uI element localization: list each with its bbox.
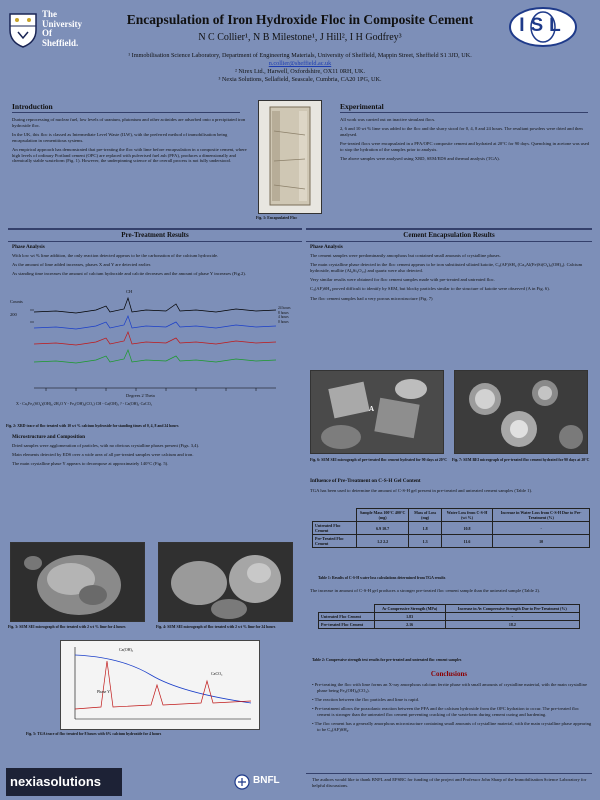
conclusions-list	[312, 682, 592, 737]
xrd-counts-value: 200	[10, 312, 17, 317]
table1-csh-water-loss	[312, 508, 590, 548]
introduction-text: During reprocessing of nuclear fuel, low levels of uranium, plutonium and other actinides are adsorbed onto a precipitated iron hydroxide floc. In the UK, this floc is classed as Intermediate Level Waste (ILW), with the preferred method of immobilisation being encapsulation in cementitious systems. An empirical approach has demonstrated that pre-treating the floc with lime before encapsulation in a composite cement, where high levels of ordinary Portland cement (OPC) are replaced with pulverised fuel ash (PFA), produces a dimensionally and chemically stable wasteform (Fig. 1). However, the underpinning science of the overall process is not fully understood.	[12, 117, 247, 164]
tga-label-b: Phase Y	[97, 689, 111, 694]
fig6-caption: Fig. 6: SEM SEI micrograph of pre-treated floc cement hydrated for 90 days at 20°C	[310, 458, 447, 462]
table2-caption: Table 2: Compressive strength test results for pre-treated and untreated floc cement samples	[312, 658, 462, 662]
table2-header	[319, 605, 375, 613]
pretreatment-heading: Pre-Treatment Results	[121, 231, 189, 239]
fig6-marker-a: A	[369, 405, 375, 413]
cement-phase-text: The cement samples were predominantly amorphous but contained small amounts of crystalline phases. The main crystalline phase detected in the floc cement appears to be iron substituted siliated katoite, C₃(AF)SH₄ (Ca₃Al(Fe)Si(O₄)₃(OH)₄). Calcium hydroxide, mullite (Al₆Si₂O₁₃) and quartz were also detected. Very similar results were obtained for floc cement samples made with pre-treated and untreated floc. C₃(AF)SH₄ proved difficult to identify by SEM, but blocky particles similar to the structure of katoite were observed (A in Fig. 6). The floc cement samples had a very porous microstructure (Fig. 7)	[310, 253, 583, 301]
csh-text: TGA has been used to determine the amount of C-S-H gel present in pre-treated and untreated cement samples (Table 1).	[310, 488, 533, 493]
fig4-sem-micrograph	[158, 542, 293, 622]
microstructure-heading: Microstructure and Composition	[12, 434, 86, 440]
table1-header: Mass of Loss (mg)	[409, 509, 441, 522]
table1-caption: Table 1: Results of C-S-H water loss calculations determined from TGA results	[318, 576, 446, 580]
experimental-text: All work was carried out on inactive simulant flocs. 2, 6 and 10 wt % lime was added to the floc and the slurry stood for 0, 4, 8 and 24 hours. The resultant powders were dried and then analysed. Pre-treated flocs were encapsulated in a PFA/OPC composite cement and hydrated at 20°C for 90 days. Quenching in acetone was used to stop the hydration of the samples prior to analysis. The above samples were analysed using XRD, SEM/EDS and thermal analysis (TGA).	[340, 117, 590, 162]
fig7-sem-micrograph	[454, 370, 588, 454]
fig3-caption: Fig. 3: SEM SEI micrograph of floc treated with 2 wt % lime for 4 hours	[8, 625, 126, 629]
xrd-peak-label: CH	[126, 289, 133, 294]
fig1-caption: Fig. 1: Encapsulated Floc	[256, 216, 298, 220]
list-item: • The reaction between the floc particles and lime is rapid.	[312, 697, 420, 703]
pretreatment-top-rule	[8, 228, 302, 230]
poster-title: Encapsulation of Iron Hydroxide Floc in Composite Cement	[126, 12, 474, 27]
xrd-trace-8h	[34, 316, 276, 329]
table-row: Untreated Floc Cement 6.9 10.7 1.8 10.8 -	[313, 522, 590, 535]
xrd-trace-24h	[34, 298, 276, 313]
tga-label-a: Ca(OH)₂	[119, 647, 134, 652]
tga-label-c: CaCO₃	[211, 671, 223, 676]
authors: N C Collier¹, N B Milestone¹, J Hill², I H Godfrey³	[198, 32, 402, 43]
table2-header: Increase in Av Compressive Strength Due to Pre-Treatment (%)	[445, 605, 579, 613]
university-crest-icon	[8, 12, 38, 48]
list-item: • The floc cement has a generally amorphous microstructure containing small amounts of crystalline material, with the main crystalline phase appearing to be C₃(AF)SH₄.	[312, 721, 592, 733]
fig5-caption: Fig. 5: TGA trace of floc treated for 8 hours with 6% calcium hydroxide for 4 hours	[26, 732, 162, 736]
introduction-heading: Introduction	[12, 102, 53, 111]
table1-header: Water Loss from C-S-H (wt %)	[441, 509, 492, 522]
cement-top-rule	[306, 228, 592, 230]
list-item: • Pre-treating the floc with lime forms an X-ray amorphous calcium ferrite phase with small amounts of crystalline material, with the main crystalline phase being Fe₃(OH)₆(CO₃).	[312, 682, 587, 693]
email-link[interactable]: n.collier@sheffield.ac.uk	[268, 60, 332, 68]
pretreatment-phase-heading: Phase Analysis	[12, 244, 45, 250]
cement-heading-rule	[306, 241, 592, 242]
experimental-heading: Experimental	[340, 102, 384, 111]
table1-header: Sample Mass 100°C 400°C (mg)	[356, 509, 409, 522]
table2-header: Av Compressive Strength (MPa)	[374, 605, 445, 613]
table-row: Pre-treated Floc Cement 2.16 18.2	[319, 621, 580, 629]
fig3-sem-micrograph	[10, 542, 145, 622]
microstructure-text: Dried samples were agglomeration of particles, with no obvious crystalline phases present (Figs. 3,4). Main elements detected by EDS over a wide area of all pre-treated samples were calcium and iron. The main crystalline phase Y appears to decompose at approximately 140°C (Fig. 5).	[12, 443, 200, 467]
university-logo: The University Of Sheffield.	[8, 10, 104, 50]
table-row: Untreated Floc Cement 1.83 -	[319, 613, 580, 621]
bnfl-logo: BNFL	[234, 772, 294, 792]
list-item: • Pre-treatment allows the pozzolanic reaction between the PFA and the calcium hydroxide from the OPC hydration to occur. The pre-treated floc cement is stronger than the untreated floc cement preventing cracking of the wasteform during cement curing and hardening.	[312, 706, 580, 718]
introduction-rule	[12, 112, 240, 113]
fig4-caption: Fig. 4: SEM SEI micrograph of floc treated with 2 wt % lime for 24 hours	[156, 625, 276, 629]
bnfl-emblem-icon	[234, 774, 250, 790]
table-row: Pre-Treated Floc Cement 1.2 2.2 1.3 11.6 10	[313, 535, 590, 548]
xrd-phase-legend: X - Ca₃Fe₂(SO₄)(OH)₈·2H₂O Y - Fe₃(OH)₆(CO₃) CH - Ca(OH)₂ ? - Ca(OH)₂·CaCO₃	[16, 401, 153, 406]
fig7-caption: Fig. 7: SEM BEI micrograph of pre-treated floc cement hydrated for 90 days at 20°C	[452, 458, 590, 462]
fig6-sem-micrograph	[310, 370, 444, 454]
table2-compressive-strength	[318, 604, 580, 629]
experimental-rule	[340, 112, 588, 113]
tga-plot	[61, 641, 259, 729]
conclusions-heading: Conclusions	[430, 670, 468, 678]
acknowledgement-rule	[306, 773, 592, 774]
acknowledgement-text: The authors would like to thank BNFL and EPSRC for funding of the project and Professor John Sharp of the Immobilisation Science Laboratory for helpful discussions.	[312, 777, 587, 788]
isl-logo: ISL	[508, 6, 578, 48]
table1-header	[313, 509, 357, 522]
xrd-trace-4h	[34, 332, 276, 345]
pretreatment-heading-rule	[8, 241, 302, 242]
fig2-caption: Fig. 2: XRD trace of floc treated with 10 wt % calcium hydroxide for standing times of 0, 4, 8 and 24 hours	[6, 424, 179, 428]
table1-header: Increase in Water Loss from C-S-H Due to Pre-Treatment (%)	[493, 509, 590, 522]
xrd-counts-label: Counts	[10, 299, 23, 304]
fig5-tga-trace	[60, 640, 260, 730]
csh-heading: Influence of Pre-Treatment on C-S-H Gel Content	[310, 478, 421, 484]
xrd-legend-times: 24 hours 8 hours 4 hours 0 hours	[278, 306, 291, 324]
cement-heading: Cement Encapsulation Results	[403, 231, 495, 239]
fig1-encapsulated-floc-image	[258, 100, 322, 214]
pretreatment-phase-text: With low wt % lime addition, the only reaction detected appears to be the carbonation of the calcium hydroxide. As the amount of lime added increases, phases X and Y are detected earlier. As standing time increases the amount of calcium hydroxide and calcite decreases and the amount of phase Y increases (Fig.2).	[12, 253, 246, 277]
strength-text: The increase in amount of C-S-H gel produces a stronger pre-treated floc cement sample than the untreated sample (Table 2).	[310, 588, 541, 593]
affiliations: ¹ Immobilisation Science Laboratory, Department of Engineering Materials, University of Sheffield, Mappin Street, Sheffield S1 3JD, UK. n.collier@sheffield.ac.uk ² Nirex Ltd., Harwell, Oxfordshire, OX11 0RH, UK. ³ Nexia Solutions, Sellafield, Seascale, Cumbria, CA20 1PG, UK.	[128, 52, 472, 84]
cement-phase-heading: Phase Analysis	[310, 244, 343, 250]
nexia-logo: nexiasolutions	[6, 768, 122, 796]
xrd-trace-0h	[34, 350, 276, 363]
fig2-xrd-trace	[6, 289, 298, 416]
xrd-x-axis-label: Degrees 2 Theta	[126, 393, 155, 398]
